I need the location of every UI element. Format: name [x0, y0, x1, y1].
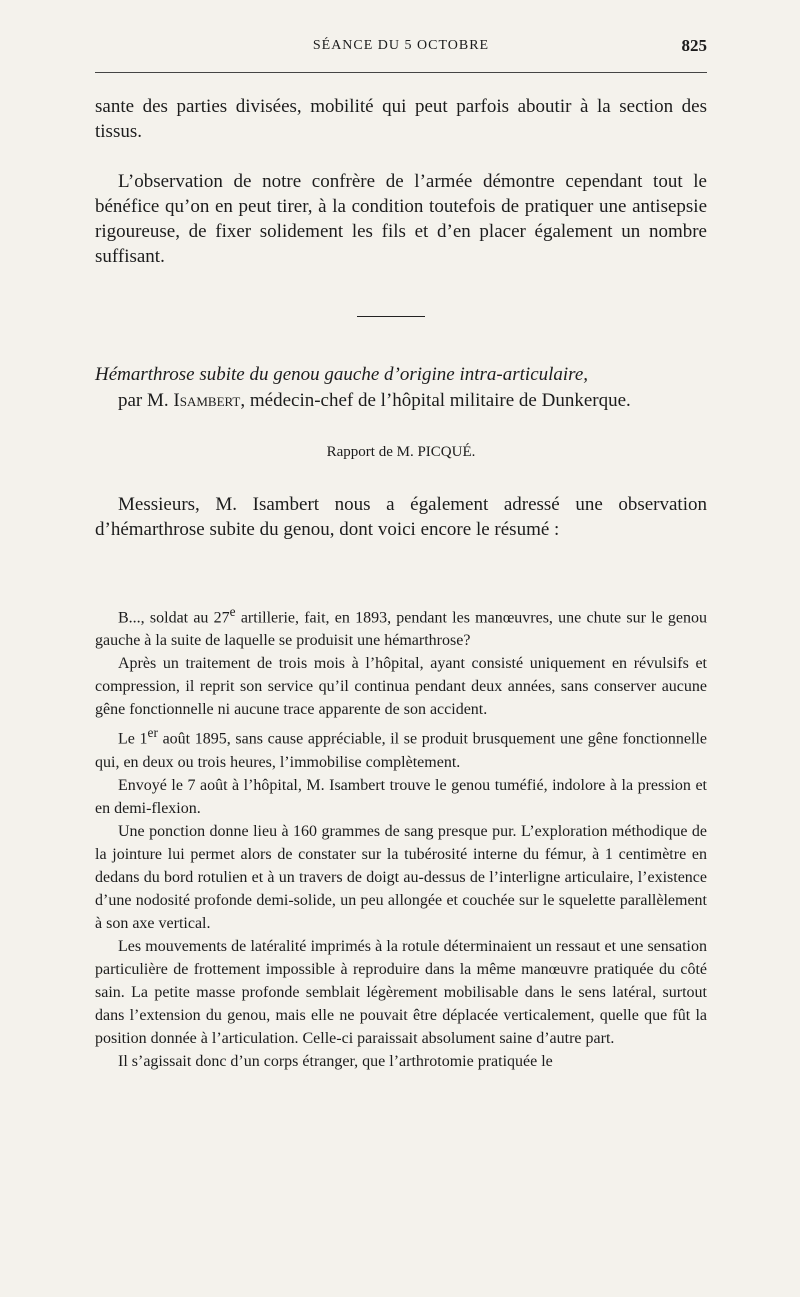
case-paragraph-2: Après un traitement de trois mois à l’hôpital, ayant consisté uniquement en révulsifs et compression, il reprit son service qu’il continua pendant deux années, sans conserver aucune gêne fonctionnelle ni aucune trace apparente de son accident. [95, 655, 707, 719]
case-paragraph-5: Une ponction donne lieu à 160 grammes de sang presque pur. L’exploration méthodique de la jointure lui permet alors de constater sur la tubérosité interne du fémur, à 1 centimètre en dedans du bord rotulien et à un travers de doigt au-dessus de l’interligne articulaire, l’existence d’une nodosité profonde demi-solide, un peu allongée et couchée sur le squelette parallèlement à son axe vertical. [95, 822, 707, 932]
case-p1-end: artillerie, fait, en 1893, pendant les manœuvres, une chute sur le genou gauche à la suite de laquelle se produisit une hémarthrose? [95, 609, 707, 650]
byline-prefix: par M. [118, 390, 169, 411]
article-title: Hémarthrose subite du genou gauche d’origine intra-articulaire, [95, 364, 589, 385]
intro-paragraph [95, 492, 707, 542]
case-p1-sup: e [229, 604, 236, 619]
case-paragraph-1 [95, 600, 707, 652]
report-line: Rapport de M. PICQUÉ. [326, 444, 476, 460]
observation-paragraph [95, 169, 707, 269]
article-heading [95, 362, 707, 414]
case-p3-start: Le 1 [118, 730, 148, 748]
observation-text: L’observation de notre confrère de l’armée démontre cependant tout le bénéfice qu’on en peut tirer, à la condition toutefois de pratiquer une antisepsie rigoureuse, de fixer solidement les fils et d’en placer également un nombre suffisant. [95, 171, 707, 267]
case-report [95, 600, 707, 1073]
case-paragraph-4: Envoyé le 7 août à l’hôpital, M. Isambert trouve le genou tuméfié, indolore à la pression et en demi-flexion. [95, 776, 707, 817]
running-header [95, 36, 707, 58]
section-separator [357, 316, 425, 317]
author-name: Isambert [173, 390, 241, 411]
case-p3-end: août 1895, sans cause appréciable, il se produit brusquement une gêne fonctionnelle qui, en deux ou trois heures, l’immobilise complètement. [95, 730, 708, 771]
byline-suffix: , médecin-chef de l’hôpital militaire de Dunkerque. [240, 390, 631, 411]
case-paragraph-3 [95, 721, 707, 773]
case-p3-sup: er [147, 725, 158, 741]
case-paragraph-7: Il s’agissait donc d’un corps étranger, que l’arthrotomie pratiquée le [118, 1052, 553, 1070]
case-p1-start: B..., soldat au 27 [118, 609, 230, 627]
continuation-paragraph [95, 94, 707, 144]
continuation-text: sante des parties divisées, mobilité qui peut parfois aboutir à la section des tissus. [95, 96, 707, 142]
article-byline [95, 388, 707, 414]
case-paragraph-6: Les mouvements de latéralité imprimés à la rotule déterminaient un ressaut et une sensation particulière de frottement impossible à reproduire dans la même manœuvre pratiquée du côté sain. La petite masse profonde semblait légèrement mobilisable dans le sens latéral, surtout dans l’extension du genou, mais elle ne pouvait être déplacée verticalement, quelle que fût la position donnée à l’articulation. Celle-ci paraissait absolument saine d’autre part. [95, 937, 707, 1047]
page-number: 825 [681, 36, 707, 55]
header-rule [95, 72, 707, 73]
running-title: SÉANCE DU 5 OCTOBRE [312, 38, 490, 53]
intro-text: Messieurs, M. Isambert nous a également adressé une observation d’hémarthrose subite du genou, dont voici encore le résumé : [95, 494, 707, 540]
